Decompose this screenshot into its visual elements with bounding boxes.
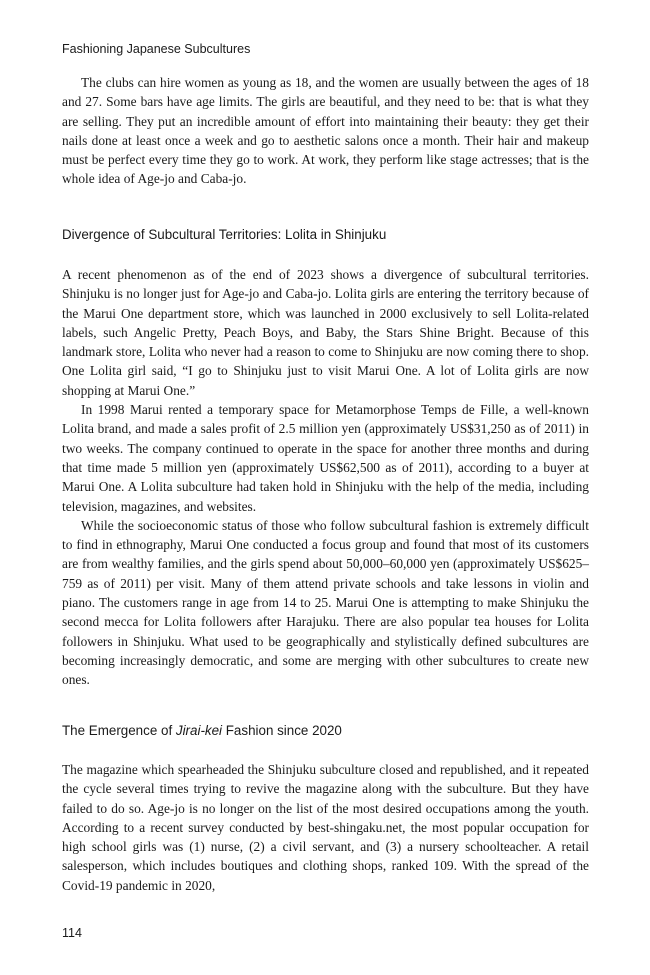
section-jirai-kei-text <box>62 760 589 895</box>
section-heading-jirai-kei <box>62 723 589 738</box>
section-heading-lolita-in-shinjuku: Divergence of Subcultural Territories: Lolita in Shinjuku <box>62 227 387 242</box>
paragraph: In 1998 Marui rented a temporary space for Metamorphose Temps de Fille, a well-known Lolita brand, and made a sales profit of 2.5 million yen (approximately US$31,250 as of 2011) in two weeks. The company continued to operate in the space for another three months and during that time made 5 million yen (approximately US$62,500 as of 2011), according to a buyer at Marui One. A Lolita subculture had taken hold in Shinjuku with the help of the media, including television, magazines, and websites. <box>62 402 589 514</box>
paragraph: The clubs can hire women as young as 18, and the women are usually between the ages of 18 and 27. Some bars have age limits. The girls are beautiful, and they need to be: that is what they are selling. They put an incredible amount of effort into maintaining their beauty: they get their nails done at least once a week and go to aesthetic salons once a month. Their hair and makeup must be perfect every time they go to work. At work, they perform like stage actresses; that is the whole idea of Age-jo and Caba-jo. <box>62 75 589 187</box>
running-head: Fashioning Japanese Subcultures <box>62 42 251 56</box>
heading-text-end: Fashion since 2020 <box>222 723 342 738</box>
paragraph: The magazine which spearheaded the Shinjuku subculture closed and republished, and it repeated the cycle several times trying to revive the magazine along with the subculture. But they have failed to do so. Age-jo is no longer on the list of the most desired occupations among the youth. According to a recent survey conducted by best-shingaku.net, the most popular occupation for high school girls was (1) nurse, (2) a civil servant, and (3) a nursery schoolteacher. A retail salesperson, which includes boutiques and clothing shops, ranked 109. With the spread of the Covid-19 pandemic in 2020, <box>62 762 589 893</box>
section-lolita-text <box>62 265 589 690</box>
paragraph: While the socioeconomic status of those who follow subcultural fashion is extremely difficult to find in ethnography, Marui One conducted a focus group and found that most of its customers are from wealthy families, and the girls spend about 50,000–60,000 yen (approximately US$625–759 as of 2011) per visit. Many of them attend private schools and take lessons in violin and piano. The customers range in age from 14 to 25. Marui One is attempting to make Shinjuku the second mecca for Lolita followers after Harajuku. There are also popular tea houses for Lolita followers in Shinjuku. What used to be geographically and stylistically defined subcultures are becoming increasingly democratic, and some are merging with other subcultures to create new ones. <box>62 517 589 688</box>
intro-text <box>62 73 589 189</box>
heading-text-start: The Emergence of <box>62 723 176 738</box>
paragraph: A recent phenomenon as of the end of 2023 shows a divergence of subcultural territories. Shinjuku is no longer just for Age-jo and Caba-jo. Lolita girls are entering the territory because of the Marui One department store, which was launched in 2000 exclusively to sell Lolita-related labels, such Angelic Pretty, Peach Boys, and Baby, the Stars Shine Bright. Because of this landmark store, Lolita who never had a reason to come to Shinjuku are now coming there to shop. One Lolita girl said, “I go to Shinjuku just to visit Marui One. A lot of Lolita girls are now shopping at Marui One.” <box>62 267 589 398</box>
heading-italic-term: Jirai-kei <box>175 723 223 738</box>
page-number: 114 <box>62 926 82 940</box>
